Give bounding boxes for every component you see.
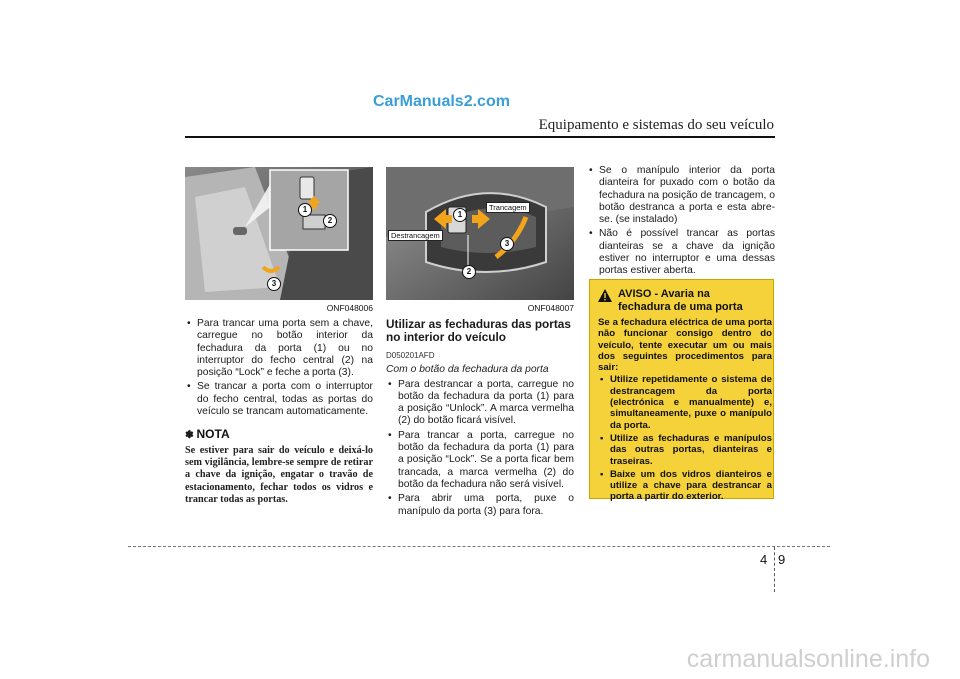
warning-list-item: • Utilize as fechaduras e manípulos das outras portas, dianteiras e traseiras.	[598, 433, 772, 467]
figure-code: ONF048006	[326, 303, 373, 313]
list-item: • Para trancar a porta, carregue no botão da fechadura da porta (1) para a posição “Lock”. Se a porta ficar bem trancada, a marca vermelha (2) do botão da fechadura não será visível.	[386, 430, 574, 491]
section-title: Utilizar as fechaduras das portas no interior do veículo	[386, 317, 571, 344]
section-code: D050201AFD	[386, 351, 435, 360]
callout-2: 2	[462, 265, 476, 279]
nota-title: NOTA	[196, 427, 230, 442]
warning-box	[589, 279, 774, 503]
watermark-logo[interactable]: CarManuals2.com	[373, 93, 510, 110]
callout-3: 3	[500, 237, 514, 251]
list-item: • Se trancar a porta com o interruptor do fecho central, todas as portas do veículo se trancam automaticamente.	[185, 381, 373, 418]
warning-list-item: • Baixe um dos vidros dianteiros e utilize a chave para destrancar a porta a partir do exterior.	[598, 469, 772, 503]
figure-code: ONF048007	[527, 303, 574, 313]
list-item: • Para trancar uma porta sem a chave, carregue no botão interior da fechadura da porta (1) ou no interruptor do fecho central (2) na posição “Lock” e feche a porta (3).	[185, 318, 373, 379]
warning-intro: Se a fechadura eléctrica de uma porta não funcionar consigo dentro do veículo, tente executar um ou mais dos seguintes procedimentos para sair:	[598, 317, 772, 374]
footer-rule	[128, 546, 830, 547]
callout-3: 3	[267, 277, 281, 291]
list-item: • Não é possível trancar as portas dianteiras se a chave da ignição estiver no interruptor e uma dessas portas estiver aberta.	[587, 228, 775, 277]
door-lock-figure	[185, 167, 373, 300]
nota-heading	[185, 428, 373, 442]
column-right	[587, 165, 775, 280]
nota-icon: ✽	[185, 430, 197, 442]
column-middle	[386, 318, 574, 520]
warning-list-item: • Utilize repetidamente o sistema de destrancagem da porta (electrónica e manualmente) e, simultaneamente, puxe o manípulo da porta.	[598, 374, 772, 430]
label-unlock: Destrancagem	[388, 230, 443, 241]
warning-icon	[598, 289, 612, 302]
subsection-title: Com o botão da fechadura da porta	[386, 364, 549, 376]
interior-handle-figure	[386, 167, 574, 300]
callout-1: 1	[453, 208, 467, 222]
header-rule	[185, 136, 775, 138]
callout-2: 2	[323, 214, 337, 228]
page-number: 9	[778, 552, 786, 567]
footer-watermark[interactable]: carmanualsonline.info	[686, 645, 930, 673]
list-item: • Para abrir uma porta, puxe o manípulo da porta (3) para fora.	[386, 493, 574, 518]
warning-title-line1: AVISO - Avaria na	[618, 288, 710, 300]
list-item: • Para destrancar a porta, carregue no botão da fechadura da porta (1) para a posição “Unlock”. A marca vermelha (2) do botão ficará visível.	[386, 379, 574, 428]
list-item: • Se o manípulo interior da porta dianteira for puxado com o botão da fechadura na posição de trancagem, o botão destranca a porta e esta abre-se. (se instalado)	[587, 165, 775, 226]
label-lock: Trancagem	[486, 202, 530, 213]
callout-1: 1	[298, 203, 312, 217]
section-header-title: Equipamento e sistemas do seu veículo	[538, 117, 774, 133]
page-divider	[774, 547, 775, 592]
warning-title-line2: fechadura de uma porta	[618, 300, 743, 313]
nota-body: Se estiver para sair do veículo e deixá-lo sem vigilância, lembre-se sempre de retirar a chave da ignição, engatar o travão de estacionamento, fechar todos os vidros e trancar todas as portas.	[185, 444, 373, 506]
column-left	[185, 318, 373, 507]
chapter-number: 4	[760, 552, 768, 567]
